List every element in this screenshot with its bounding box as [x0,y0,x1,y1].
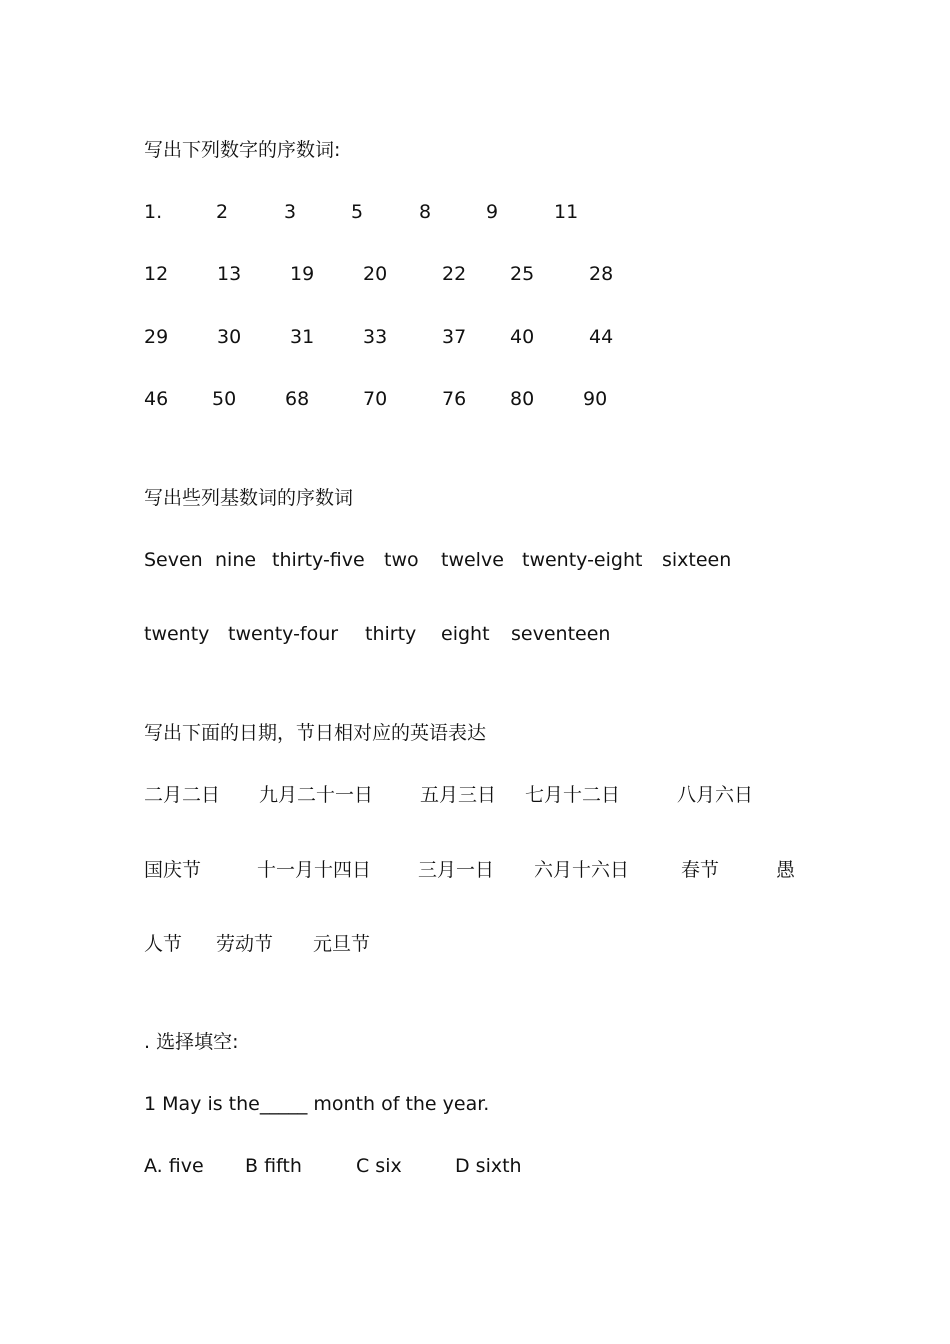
section-4-heading: . 选择填空: [144,1031,239,1053]
number-cell: 22 [442,263,467,285]
number-cell: 31 [290,326,315,348]
cardinal-word: twenty-eight [522,549,643,571]
number-cell: 9 [486,201,499,223]
number-cell: 50 [212,388,237,410]
option-c: C six [356,1155,402,1177]
cardinal-word: seventeen [511,623,611,645]
number-cell: 37 [442,326,467,348]
number-cell: 90 [583,388,608,410]
option-a: A. five [144,1155,204,1177]
number-cell: 25 [510,263,535,285]
date-item: 春节 [681,859,720,881]
cardinal-word: thirty [365,623,417,645]
number-cell: 19 [290,263,315,285]
number-cell: 33 [363,326,388,348]
number-cell: 76 [442,388,467,410]
number-cell: 70 [363,388,388,410]
number-cell: 13 [217,263,242,285]
date-item: 国庆节 [144,859,202,881]
date-item: 愚 [776,859,796,881]
number-cell: 5 [351,201,364,223]
cardinal-word: twenty [144,623,210,645]
number-cell: 28 [589,263,614,285]
number-cell: 80 [510,388,535,410]
number-cell: 29 [144,326,169,348]
option-d: D sixth [455,1155,522,1177]
number-cell: 8 [419,201,432,223]
number-cell: 46 [144,388,169,410]
cardinal-word: eight [441,623,490,645]
date-item: 八月六日 [677,784,754,806]
number-cell: 11 [554,201,579,223]
date-item: 三月一日 [418,859,495,881]
date-item: 七月十二日 [525,784,621,806]
cardinal-word: two [384,549,419,571]
question-text: 1 May is the_____ month of the year. [144,1093,490,1115]
number-cell: 40 [510,326,535,348]
cardinal-word: Seven [144,549,203,571]
date-item: 十一月十四日 [257,859,372,881]
cardinal-word: twenty-four [228,623,339,645]
number-cell: 68 [285,388,310,410]
section-1-heading: 写出下列数字的序数词: [144,139,341,161]
date-item: 元旦节 [313,933,371,955]
date-item: 劳动节 [216,933,274,955]
option-b: B fifth [245,1155,302,1177]
section-3-heading: 写出下面的日期，节日相对应的英语表达 [144,722,487,744]
number-cell: 2 [216,201,229,223]
date-item: 五月三日 [420,784,497,806]
cardinal-word: nine [215,549,257,571]
cardinal-word: sixteen [662,549,732,571]
date-item: 二月二日 [144,784,221,806]
number-cell: 30 [217,326,242,348]
number-cell: 12 [144,263,169,285]
section-2-heading: 写出些列基数词的序数词 [144,487,354,509]
cardinal-word: thirty-five [272,549,365,571]
number-cell: 20 [363,263,388,285]
number-cell: 3 [284,201,297,223]
cardinal-word: twelve [441,549,504,571]
number-cell: 1. [144,201,163,223]
date-item: 六月十六日 [534,859,630,881]
number-cell: 44 [589,326,614,348]
date-item: 九月二十一日 [259,784,374,806]
date-item: 人节 [144,933,183,955]
